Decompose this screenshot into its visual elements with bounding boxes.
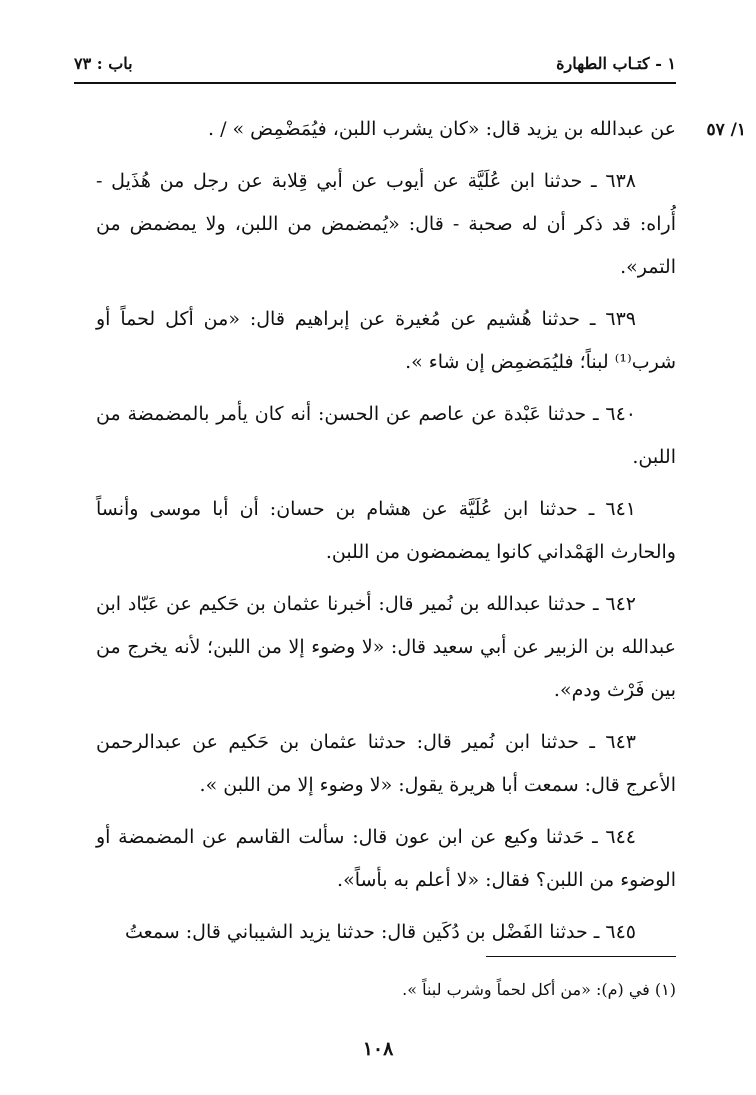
paragraph-continuation: عن عبدالله بن يزيد قال: «كان يشرب اللبن، فيُمَضْمِض » / . xyxy=(208,118,676,140)
hadith-642: ٦٤٢ ـ حدثنا عبدالله بن نُمير قال: أخبرنا عثمان بن حَكيم عن عَبّاد ابن عبدالله بن الزبير عن أبي سعيد قال: «لا وضوء إلا من اللبن؛ لأنه يخرج من بين فَرْث ودم». xyxy=(96,593,676,701)
footnote-divider xyxy=(486,956,676,957)
hadith-644: ٦٤٤ ـ حَدثنا وكيع عن ابن عون قال: سألت القاسم عن المضمضة أو الوضوء من اللبن؟ فقال: «لا أعلم به بأساً». xyxy=(96,826,676,891)
hadith-643: ٦٤٣ ـ حدثنا ابن نُمير قال: حدثنا عثمان بن حَكيم عن عبدالرحمن الأعرج قال: سمعت أبا هريرة يقول: «لا وضوء إلا من اللبن ». xyxy=(96,731,676,796)
running-header xyxy=(74,46,676,80)
hadith-645: ٦٤٥ ـ حدثنا الفَضْل بن دُكَين قال: حدثنا يزيد الشيباني قال: سمعتُ xyxy=(125,921,636,943)
header-divider xyxy=(74,82,676,84)
footnote: (١) في (م): «من أكل لحماً وشرب لبناً ». xyxy=(402,980,676,999)
margin-reference: ١/ ٥٧ xyxy=(706,120,746,140)
header-book-title: ١ - كتـاب الطهارة xyxy=(556,53,676,73)
hadith-639: ٦٣٩ ـ حدثنا هُشيم عن مُغيرة عن إبراهيم قال: «من أكل لحماً أو شرب⁽¹⁾ لبناً؛ فليُمَضمِض إن شاء ». xyxy=(96,308,676,373)
hadith-640: ٦٤٠ ـ حدثنا عَبْدة عن عاصم عن الحسن: أنه كان يأمر بالمضمضة من اللبن. xyxy=(96,403,676,468)
hadith-641: ٦٤١ ـ حدثنا ابن عُلَيَّة عن هشام بن حسان: أن أبا موسى وأنساً والحارث الهَمْداني كانوا يمضمضون من اللبن. xyxy=(96,498,676,563)
hadith-638: ٦٣٨ ـ حدثنا ابن عُلَيَّة عن أيوب عن أبي قِلابة عن رجل من هُذَيل - أُراه: قد ذكر أن له صحبة - قال: «يُمضمض من اللبن، ولا يمضمض من التمر». xyxy=(96,170,676,278)
header-section-label: باب : ٧٣ xyxy=(74,53,133,73)
main-text xyxy=(96,108,676,963)
page-number: ١٠٨ xyxy=(362,1038,394,1060)
